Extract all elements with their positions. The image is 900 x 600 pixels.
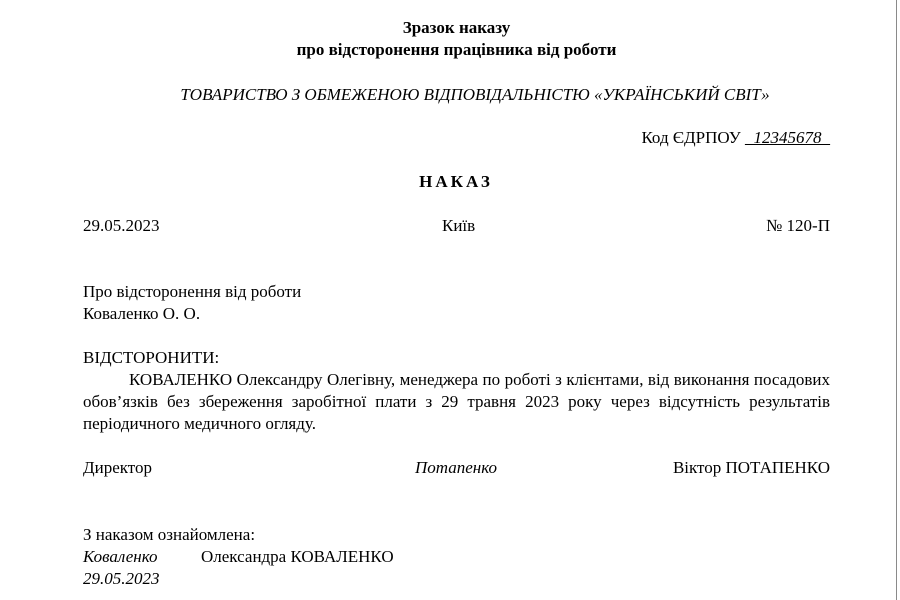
signer-name: Віктор ПОТАПЕНКО xyxy=(672,458,830,477)
order-city: Київ xyxy=(442,216,476,235)
edrpou-label: Код ЄДРПОУ xyxy=(641,128,741,147)
signer-role: Директор xyxy=(83,458,152,477)
company-name: ТОВАРИСТВО З ОБМЕЖЕНОЮ ВІДПОВІДАЛЬНІСТЮ «УКРАЇНСЬКИЙ СВІТ» xyxy=(180,85,770,104)
acknowledgement-signature: Коваленко xyxy=(83,547,158,566)
order-subject-line1: Про відсторонення від роботи xyxy=(83,282,302,301)
edrpou-value: _12345678_ xyxy=(745,128,830,147)
document-heading-line1: Зразок наказу xyxy=(402,18,511,37)
acknowledgement-date: 29.05.2023 xyxy=(83,569,160,588)
order-title: НАКАЗ xyxy=(419,172,493,191)
acknowledgement-name: Олександра КОВАЛЕНКО xyxy=(201,547,394,566)
acknowledgement-label: З наказом ознайомлена: xyxy=(83,525,256,544)
edrpou-line xyxy=(641,127,830,149)
order-subject-line2: Коваленко О. О. xyxy=(83,304,201,323)
document-heading-line2: про відсторонення працівника від роботи xyxy=(296,40,617,59)
signer-signature: Потапенко xyxy=(415,458,498,477)
order-number: № 120-П xyxy=(766,216,830,235)
order-directive: ВІДСТОРОНИТИ: xyxy=(83,348,220,367)
order-date: 29.05.2023 xyxy=(83,216,160,235)
order-body-text: КОВАЛЕНКО Олександру Олегівну, менеджера по роботі з клієнтами, від виконання посадових обов’язків без збереження заробітної плати з 29 травня 2023 року через відсутність результатів періодичного медичного огляду. xyxy=(83,370,830,433)
